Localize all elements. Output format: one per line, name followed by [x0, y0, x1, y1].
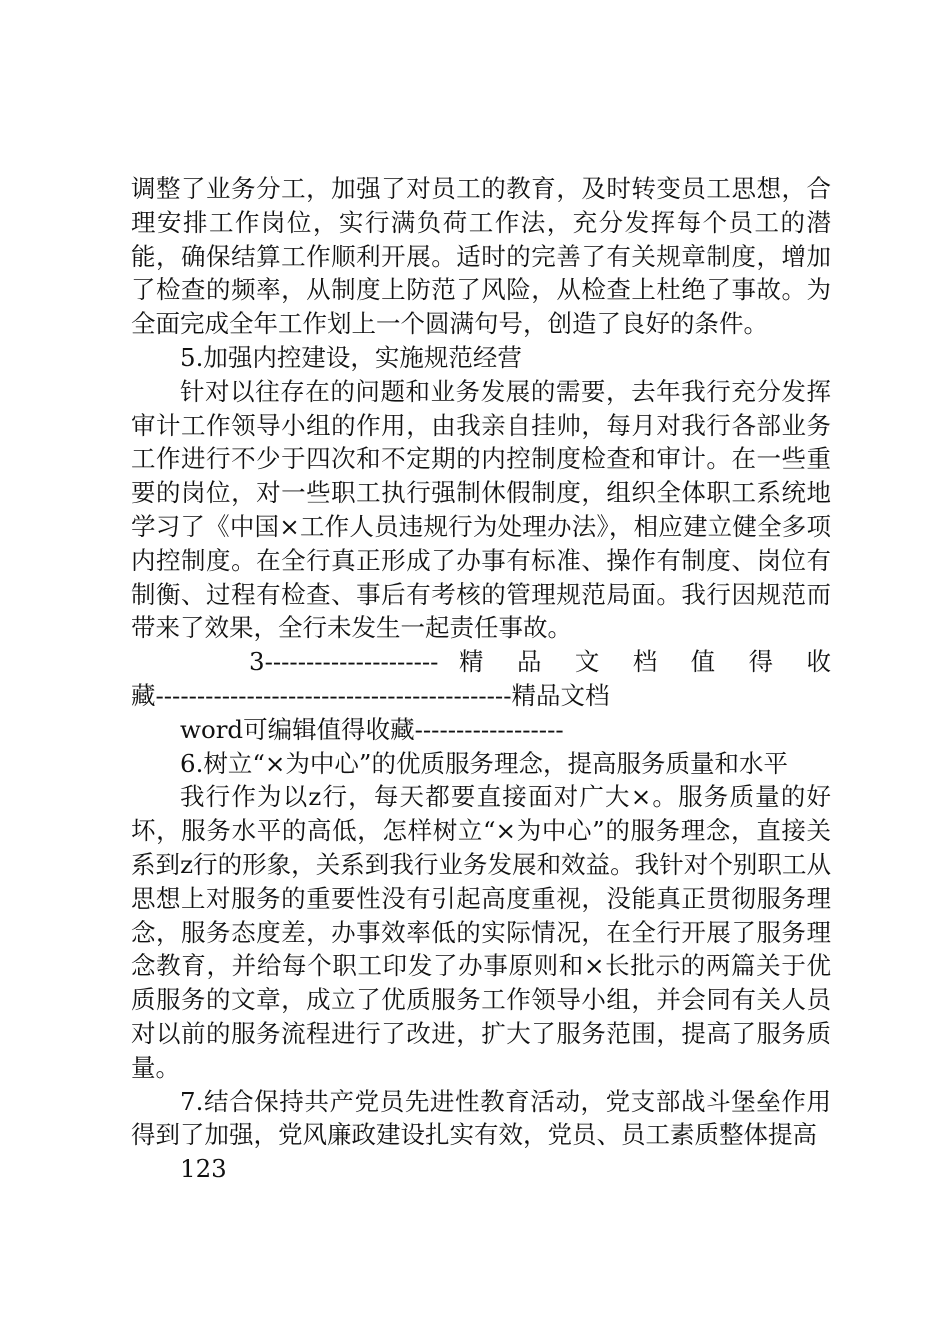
page-number: 123 — [180, 1154, 227, 1184]
watermark-footer-line-1: 3--------------------- 精 品 文 档 值 得 收 — [249, 647, 831, 677]
watermark-footer-line-2: 藏-------------------------------------------精品文档 — [131, 680, 610, 710]
watermark-footer-line-3: word可编辑值得收藏------------------ — [180, 714, 564, 744]
document-page — [131, 172, 831, 1186]
heading-party-building: 7.结合保持共产党员先进性教育活动，党支部战斗堡垒作用得到了加强，党风廉政建设扎实有效，党员、员工素质整体提高 — [131, 1086, 831, 1150]
paragraph-service-quality: 我行作为以z行，每天都要直接面对广大×。服务质量的好坏，服务水平的高低，怎样树立“×为中心”的服务理念，直接关系到z行的形象，关系到我行业务发展和效益。我针对个别职工从思想上对服务的重要性没有引起高度重视，没能真正贯彻服务理念，服务态度差，办事效率低的实际情况，在全行开展了服务理念教育，并给每个职工印发了办事原则和×长批示的两篇关于优质服务的文章，成立了优质服务工作领导小组，并会同有关人员对以前的服务流程进行了改进，扩大了服务范围，提高了服务质量。 — [131, 782, 831, 1082]
paragraph-internal-control: 针对以往存在的问题和业务发展的需要，去年我行充分发挥审计工作领导小组的作用，由我亲自挂帅，每月对我行各部业务工作进行不少于四次和不定期的内控制度检查和审计。在一些重要的岗位，对一些职工执行强制休假制度，组织全体职工系统地学习了《中国×工作人员违规行为处理办法》，相应建立健全多项内控制度。在全行真正形成了办事有标准、操作有制度、岗位有制衡、过程有检查、事后有考核的管理规范局面。我行因规范而带来了效果，全行未发生一起责任事故。 — [131, 376, 831, 643]
heading-service-concept: 6.树立“×为中心”的优质服务理念，提高服务质量和水平 — [180, 748, 788, 778]
heading-internal-control: 5.加强内控建设，实施规范经营 — [180, 342, 522, 372]
paragraph-settlement-work: 调整了业务分工，加强了对员工的教育，及时转变员工思想，合理安排工作岗位，实行满负荷工作法，充分发挥每个员工的潜能，确保结算工作顺利开展。适时的完善了有关规章制度，增加了检查的频率，从制度上防范了风险，从检查上杜绝了事故。为全面完成全年工作划上一个圆满句号，创造了良好的条件。 — [131, 174, 831, 339]
